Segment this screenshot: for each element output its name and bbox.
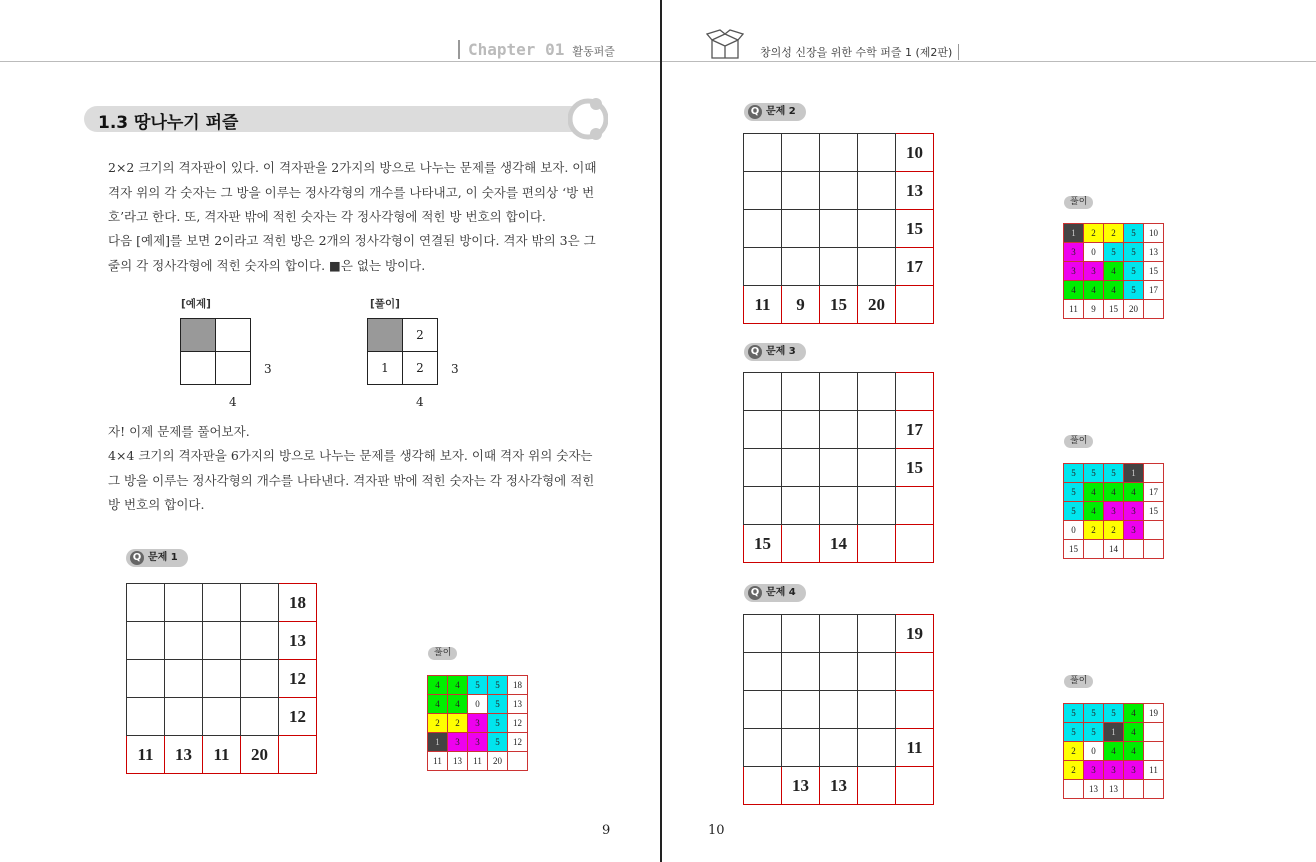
solution-cell: 5 [1064,723,1084,742]
solution-sum-cell: 12 [508,733,528,752]
grid-cell [744,729,782,767]
solution-cell: 2 [1084,224,1104,243]
grid-cell [820,373,858,411]
sum-cell: 20 [858,286,896,324]
solution-sum-cell: 14 [1104,540,1124,559]
grid-cell [216,319,251,352]
sum-cell: 18 [279,584,317,622]
solution-sum-cell: 20 [488,752,508,771]
grid-cell [241,584,279,622]
example-solution-bottom-sum: 4 [416,395,424,409]
solution-sum-cell: 9 [1084,300,1104,319]
grid-cell [127,660,165,698]
solution-cell: 3 [468,733,488,752]
section-decoration-icon [568,96,608,142]
solution-sum-cell: 13 [448,752,468,771]
solution-1-grid [427,675,528,771]
solution-cell: 1 [428,733,448,752]
grid-cell [820,729,858,767]
page-number-left: 9 [602,823,611,838]
grid-cell: 1 [368,352,403,385]
book-title: 창의성 신장을 위한 수학 퍼즐 1 (제2판) [760,44,959,60]
solution-2-grid [1063,223,1164,319]
solution-sum-cell: 15 [1064,540,1084,559]
intro-paragraph-1: 2×2 크기의 격자판이 있다. 이 격자판을 2가지의 방으로 나누는 문제를 생각해 보자. 이때 격자 위의 각 숫자는 그 방을 이루는 정사각형의 개수를 나타내고, 이 숫자를 편의상 ‘방 번호’라고 한다. 또, 격자판 밖에 적힌 숫자는 각 정사각형에 적힌 방 번호의 합이다. [108,160,597,224]
problem-3-tag [744,343,806,361]
solution-sum-cell: 13 [508,695,528,714]
grid-cell [820,691,858,729]
sum-cell: 11 [744,286,782,324]
header-rule-right [662,61,1316,62]
sum-cell: 15 [896,449,934,487]
sum-cell [896,691,934,729]
grid-cell [858,411,896,449]
solution-cell: 4 [428,676,448,695]
grid-cell [782,653,820,691]
solution-cell: 5 [1084,464,1104,483]
solution-cell: 0 [1084,742,1104,761]
grid-cell [820,653,858,691]
body-paragraph-1: 자! 이제 문제를 풀어보자. [108,424,250,439]
grid-cell [165,622,203,660]
solution-sum-cell: 15 [1144,262,1164,281]
solution-cell: 4 [1124,723,1144,742]
right-page [662,0,1316,862]
problem-1-grid [126,583,317,774]
solution-cell: 5 [488,733,508,752]
example-solution-grid [367,318,438,385]
sum-cell: 19 [896,615,934,653]
problem-4-grid [743,614,934,805]
grid-cell [241,622,279,660]
sum-cell: 13 [782,767,820,805]
grid-cell [744,615,782,653]
solution-cell: 5 [1064,483,1084,502]
example-grid [180,318,251,385]
solution-cell: 3 [1084,761,1104,780]
grid-cell [782,487,820,525]
grid-cell [858,615,896,653]
solution-cell: 4 [1084,281,1104,300]
solution-cell: 5 [1124,224,1144,243]
grid-cell [744,487,782,525]
solution-cell: 4 [1104,262,1124,281]
solution-cell: 5 [1124,281,1144,300]
sum-cell: 14 [820,525,858,563]
grid-cell [858,172,896,210]
sum-cell [279,736,317,774]
sum-cell: 20 [241,736,279,774]
sum-cell [744,767,782,805]
solution-cell: 5 [1064,704,1084,723]
solution-cell: 5 [488,676,508,695]
problem-4-tag [744,584,806,602]
solution-sum-cell [1144,300,1164,319]
solution-sum-cell: 12 [508,714,528,733]
sum-cell: 9 [782,286,820,324]
section-title: 1.3 땅나누기 퍼즐 [98,113,239,133]
solution-4-grid [1063,703,1164,799]
grid-cell [820,134,858,172]
solution-sum-cell [1084,540,1104,559]
grid-cell [241,660,279,698]
solution-cell: 4 [448,676,468,695]
solution-cell: 4 [1104,281,1124,300]
solution-cell: 2 [428,714,448,733]
grid-cell [858,729,896,767]
solution-cell: 1 [1104,723,1124,742]
grid-cell [165,698,203,736]
solution-cell: 2 [1064,742,1084,761]
solution-cell: 5 [1104,243,1124,262]
grid-cell [858,449,896,487]
intro-paragraph-2: 다음 [예제]를 보면 2이라고 적힌 방은 2개의 정사각형이 연결된 방이다. 격자 밖의 3은 그 줄의 각 정사각형에 적힌 숫자의 합이다. ■은 없는 방이다. [108,233,596,273]
sum-cell: 15 [896,210,934,248]
sum-cell: 15 [744,525,782,563]
grid-cell [782,691,820,729]
body-paragraph-2: 4×4 크기의 격자판을 6가지의 방으로 나누는 문제를 생각해 보자. 이때 격자 위의 숫자는 그 방을 이루는 정사각형의 개수를 나타낸다. 격자판 밖에 적힌 숫자는 각 정사각형에 적힌 방 번호의 합이다. [108,448,595,512]
grid-cell [744,373,782,411]
problem-3-label: 문제 3 [766,346,796,357]
example-label: [예제] [181,298,211,310]
box-icon [706,28,744,62]
grid-cell: 2 [403,319,438,352]
solution-cell: 5 [1084,723,1104,742]
solution-cell: 2 [1064,761,1084,780]
sum-cell [896,525,934,563]
grid-cell [858,134,896,172]
solution-sum-cell: 15 [1104,300,1124,319]
solution-sum-cell [508,752,528,771]
problem-3-grid [743,372,934,563]
sum-cell: 11 [127,736,165,774]
sum-cell [896,767,934,805]
grid-cell [782,729,820,767]
solution-sum-cell: 11 [428,752,448,771]
solution-cell: 3 [468,714,488,733]
grid-cell [744,172,782,210]
solution-2-tag: 풀이 [1064,196,1093,209]
solution-sum-cell: 10 [1144,224,1164,243]
question-icon: Q [748,345,762,359]
problem-2-grid [743,133,934,324]
sum-cell: 11 [203,736,241,774]
solution-cell: 4 [1064,281,1084,300]
sum-cell: 17 [896,248,934,286]
grid-cell [744,653,782,691]
solution-3-tag: 풀이 [1064,435,1093,448]
solution-cell: 4 [1124,704,1144,723]
chapter-header [458,40,615,59]
grid-cell [820,615,858,653]
grid-cell [181,352,216,385]
solution-sum-cell: 13 [1084,780,1104,799]
solution-cell: 5 [1064,464,1084,483]
solution-sum-cell: 17 [1144,281,1164,300]
page-number-right: 10 [708,823,725,838]
grid-cell [782,172,820,210]
solution-sum-cell: 13 [1104,780,1124,799]
solution-cell: 4 [1084,483,1104,502]
sum-cell: 11 [896,729,934,767]
solution-cell: 5 [488,714,508,733]
grid-cell [368,319,403,352]
solution-sum-cell [1144,742,1164,761]
grid-cell [203,584,241,622]
solution-cell: 0 [468,695,488,714]
grid-cell [858,248,896,286]
grid-cell [782,615,820,653]
grid-cell [203,660,241,698]
solution-cell: 3 [1104,761,1124,780]
solution-sum-cell [1144,540,1164,559]
grid-cell [744,210,782,248]
solution-sum-cell [1124,540,1144,559]
sum-cell [896,373,934,411]
solution-cell: 4 [448,695,468,714]
solution-cell: 4 [1104,742,1124,761]
solution-cell: 3 [1124,761,1144,780]
grid-cell [241,698,279,736]
solution-sum-cell [1064,780,1084,799]
solution-cell: 5 [1084,704,1104,723]
sum-cell: 13 [896,172,934,210]
sum-cell [896,653,934,691]
solution-sum-cell: 18 [508,676,528,695]
solution-3-grid [1063,463,1164,559]
grid-cell [744,449,782,487]
solution-sum-cell: 17 [1144,483,1164,502]
solution-sum-cell [1144,780,1164,799]
solution-cell: 3 [1124,521,1144,540]
example-bottom-sum: 4 [229,395,237,409]
sum-cell: 13 [820,767,858,805]
sum-cell [782,525,820,563]
solution-cell: 4 [1124,742,1144,761]
grid-cell [782,373,820,411]
grid-cell [782,248,820,286]
grid-cell [181,319,216,352]
grid-cell [820,487,858,525]
grid-cell [858,653,896,691]
solution-cell: 3 [1104,502,1124,521]
grid-cell [744,411,782,449]
grid-cell: 2 [403,352,438,385]
question-icon: Q [748,105,762,119]
solution-cell: 2 [1104,521,1124,540]
grid-cell [127,584,165,622]
solution-4-tag: 풀이 [1064,675,1093,688]
solution-cell: 2 [1104,224,1124,243]
grid-cell [744,691,782,729]
example-right-sum: 3 [264,362,272,376]
solution-1-tag: 풀이 [428,647,457,660]
chapter-subtitle: 활동퍼즐 [572,45,615,58]
solution-sum-cell [1144,521,1164,540]
solution-cell: 5 [488,695,508,714]
chapter-title: Chapter 01 [468,40,565,59]
solution-cell: 5 [468,676,488,695]
solution-cell: 5 [1124,262,1144,281]
solution-cell: 4 [1084,502,1104,521]
sum-cell [858,525,896,563]
grid-cell [858,373,896,411]
grid-cell [782,411,820,449]
question-icon: Q [130,551,144,565]
sum-cell: 10 [896,134,934,172]
grid-cell [782,134,820,172]
solution-sum-cell [1144,464,1164,483]
solution-cell: 4 [1104,483,1124,502]
solution-cell: 3 [1084,262,1104,281]
solution-sum-cell: 11 [1064,300,1084,319]
solution-cell: 3 [448,733,468,752]
header-rule [0,61,660,62]
solution-cell: 0 [1064,521,1084,540]
solution-cell: 4 [428,695,448,714]
grid-cell [858,210,896,248]
problem-4-label: 문제 4 [766,587,796,598]
sum-cell: 12 [279,698,317,736]
solution-cell: 3 [1124,502,1144,521]
grid-cell [744,134,782,172]
grid-cell [203,698,241,736]
solution-cell: 3 [1064,243,1084,262]
solution-cell: 2 [448,714,468,733]
grid-cell [165,584,203,622]
sum-cell: 13 [165,736,203,774]
grid-cell [858,487,896,525]
sum-cell [858,767,896,805]
solution-sum-cell: 15 [1144,502,1164,521]
sum-cell [896,286,934,324]
problem-2-tag [744,103,806,121]
solution-cell: 1 [1064,224,1084,243]
solution-cell: 3 [1064,262,1084,281]
solution-cell: 1 [1124,464,1144,483]
solution-cell: 5 [1104,704,1124,723]
grid-cell [820,172,858,210]
grid-cell [820,248,858,286]
sum-cell: 15 [820,286,858,324]
problem-1-label: 문제 1 [148,552,178,563]
solution-cell: 0 [1084,243,1104,262]
example-solution-right-sum: 3 [451,362,459,376]
solution-sum-cell: 20 [1124,300,1144,319]
grid-cell [820,411,858,449]
solution-sum-cell [1144,723,1164,742]
solution-cell: 5 [1124,243,1144,262]
grid-cell [820,210,858,248]
problem-2-label: 문제 2 [766,106,796,117]
grid-cell [127,622,165,660]
sum-cell: 13 [279,622,317,660]
solution-sum-cell: 13 [1144,243,1164,262]
solution-sum-cell: 19 [1144,704,1164,723]
question-icon: Q [748,586,762,600]
solution-sum-cell: 11 [468,752,488,771]
grid-cell [858,691,896,729]
grid-cell [203,622,241,660]
problem-1-tag [126,549,188,567]
solution-cell: 4 [1124,483,1144,502]
solution-cell: 2 [1084,521,1104,540]
solution-cell: 5 [1104,464,1124,483]
sum-cell: 12 [279,660,317,698]
grid-cell [744,248,782,286]
sum-cell [896,487,934,525]
grid-cell [165,660,203,698]
sum-cell: 17 [896,411,934,449]
grid-cell [782,449,820,487]
grid-cell [127,698,165,736]
example-solution-label: [풀이] [370,298,400,310]
grid-cell [820,449,858,487]
solution-sum-cell [1124,780,1144,799]
solution-sum-cell: 11 [1144,761,1164,780]
grid-cell [216,352,251,385]
solution-cell: 5 [1064,502,1084,521]
grid-cell [782,210,820,248]
